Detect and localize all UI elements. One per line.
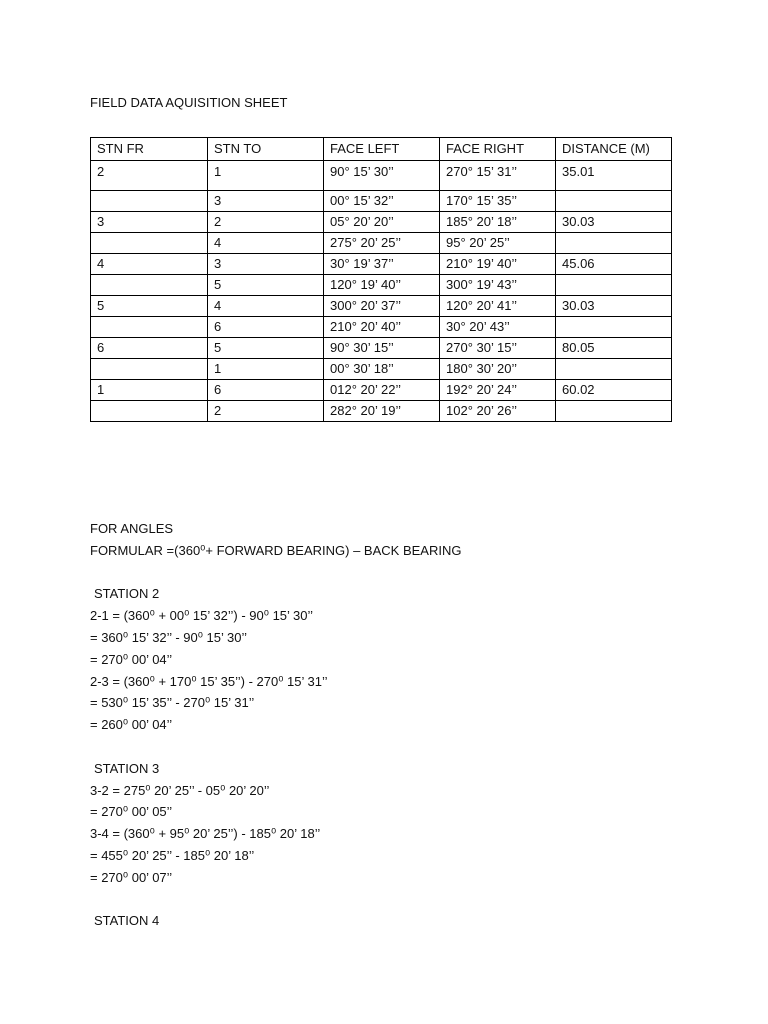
cell-stn-to: 2 bbox=[208, 212, 324, 233]
cell-face-left: 00° 15’ 32’’ bbox=[324, 191, 440, 212]
angle-calculations bbox=[90, 518, 690, 932]
cell-distance: 45.06 bbox=[556, 254, 672, 275]
cell-face-right: 95° 20’ 25’’ bbox=[440, 233, 556, 254]
cell-face-right: 192° 20’ 24’’ bbox=[440, 380, 556, 401]
cell-stn-to: 3 bbox=[208, 254, 324, 275]
cell-face-left: 00° 30’ 18’’ bbox=[324, 359, 440, 380]
cell-stn-fr bbox=[91, 359, 208, 380]
formula-text: FORMULAR =(360⁰+ FORWARD BEARING) – BACK BEARING bbox=[90, 542, 462, 558]
calc-line: = 360⁰ 15’ 32’’ - 90⁰ 15’ 30’’ bbox=[90, 629, 248, 645]
cell-face-right: 30° 20’ 43’’ bbox=[440, 317, 556, 338]
station-2-heading: STATION 2 bbox=[94, 586, 160, 602]
cell-distance bbox=[556, 359, 672, 380]
for-angles-heading: FOR ANGLES bbox=[90, 521, 174, 536]
cell-face-left: 012° 20’ 22’’ bbox=[324, 380, 440, 401]
calc-line: = 260⁰ 00’ 04’’ bbox=[90, 717, 173, 733]
cell-face-right: 270° 15’ 31’’ bbox=[440, 161, 556, 191]
header-face-right: FACE RIGHT bbox=[440, 138, 556, 161]
table-row bbox=[91, 275, 672, 296]
cell-stn-to: 2 bbox=[208, 401, 324, 422]
table-header-row bbox=[91, 138, 672, 161]
calc-line: = 270⁰ 00’ 05’’ bbox=[90, 804, 173, 820]
cell-stn-fr: 1 bbox=[91, 380, 208, 401]
cell-face-right: 170° 15’ 35’’ bbox=[440, 191, 556, 212]
cell-stn-to: 6 bbox=[208, 317, 324, 338]
cell-face-left: 210° 20’ 40’’ bbox=[324, 317, 440, 338]
cell-face-right: 210° 19’ 40’’ bbox=[440, 254, 556, 275]
cell-face-right: 120° 20’ 41’’ bbox=[440, 296, 556, 317]
spacer bbox=[90, 889, 690, 911]
document-title: FIELD DATA AQUISITION SHEET bbox=[90, 95, 288, 110]
table-row bbox=[91, 338, 672, 359]
cell-face-left: 90° 30’ 15’’ bbox=[324, 338, 440, 359]
cell-stn-to: 3 bbox=[208, 191, 324, 212]
cell-face-right: 270° 30’ 15’’ bbox=[440, 338, 556, 359]
table-row bbox=[91, 233, 672, 254]
table-row bbox=[91, 401, 672, 422]
cell-stn-fr: 5 bbox=[91, 296, 208, 317]
header-stn-to: STN TO bbox=[208, 138, 324, 161]
cell-distance bbox=[556, 275, 672, 296]
cell-stn-fr: 4 bbox=[91, 254, 208, 275]
header-face-left: FACE LEFT bbox=[324, 138, 440, 161]
cell-face-right: 185° 20’ 18’’ bbox=[440, 212, 556, 233]
station-4-heading: STATION 4 bbox=[94, 913, 160, 929]
station-3-heading: STATION 3 bbox=[94, 760, 160, 776]
spacer bbox=[90, 562, 690, 584]
calc-line: = 270⁰ 00’ 07’’ bbox=[90, 869, 173, 885]
cell-stn-fr bbox=[91, 317, 208, 338]
cell-face-left: 30° 19’ 37’’ bbox=[324, 254, 440, 275]
cell-face-right: 102° 20’ 26’’ bbox=[440, 401, 556, 422]
cell-face-left: 275° 20’ 25’’ bbox=[324, 233, 440, 254]
cell-stn-fr: 6 bbox=[91, 338, 208, 359]
calc-line: 3-2 = 275⁰ 20’ 25’’ - 05⁰ 20’ 20’’ bbox=[90, 782, 270, 798]
cell-face-left: 120° 19’ 40’’ bbox=[324, 275, 440, 296]
table-row bbox=[91, 317, 672, 338]
cell-distance bbox=[556, 191, 672, 212]
cell-stn-to: 1 bbox=[208, 359, 324, 380]
cell-face-left: 05° 20’ 20’’ bbox=[324, 212, 440, 233]
calc-line: = 455⁰ 20’ 25’’ - 185⁰ 20’ 18’’ bbox=[90, 847, 255, 863]
cell-distance bbox=[556, 401, 672, 422]
cell-face-left: 90° 15’ 30’’ bbox=[324, 161, 440, 191]
cell-stn-to: 5 bbox=[208, 275, 324, 296]
cell-distance: 30.03 bbox=[556, 212, 672, 233]
cell-face-right: 300° 19’ 43’’ bbox=[440, 275, 556, 296]
cell-stn-fr bbox=[91, 191, 208, 212]
spacer bbox=[90, 736, 690, 758]
table-row bbox=[91, 254, 672, 275]
cell-face-left: 300° 20’ 37’’ bbox=[324, 296, 440, 317]
calc-line: 3-4 = (360⁰ + 95⁰ 20’ 25’’) - 185⁰ 20’ 18’’ bbox=[90, 826, 321, 842]
table-row bbox=[91, 161, 672, 191]
cell-distance: 35.01 bbox=[556, 161, 672, 191]
cell-stn-fr bbox=[91, 233, 208, 254]
cell-stn-to: 4 bbox=[208, 296, 324, 317]
table-row bbox=[91, 296, 672, 317]
cell-stn-fr bbox=[91, 275, 208, 296]
header-stn-fr: STN FR bbox=[91, 138, 208, 161]
cell-distance bbox=[556, 233, 672, 254]
table-row bbox=[91, 212, 672, 233]
calc-line: = 530⁰ 15’ 35’’ - 270⁰ 15’ 31’’ bbox=[90, 695, 255, 711]
cell-stn-to: 1 bbox=[208, 161, 324, 191]
cell-stn-to: 6 bbox=[208, 380, 324, 401]
cell-stn-fr bbox=[91, 401, 208, 422]
cell-stn-fr: 2 bbox=[91, 161, 208, 191]
table-row bbox=[91, 380, 672, 401]
cell-distance bbox=[556, 317, 672, 338]
cell-distance: 60.02 bbox=[556, 380, 672, 401]
header-distance: DISTANCE (M) bbox=[556, 138, 672, 161]
cell-face-left: 282° 20’ 19’’ bbox=[324, 401, 440, 422]
calc-line: 2-1 = (360⁰ + 00⁰ 15’ 32’’) - 90⁰ 15’ 30’’ bbox=[90, 608, 314, 624]
cell-stn-fr: 3 bbox=[91, 212, 208, 233]
cell-face-right: 180° 30’ 20’’ bbox=[440, 359, 556, 380]
cell-distance: 30.03 bbox=[556, 296, 672, 317]
table-row bbox=[91, 359, 672, 380]
cell-stn-to: 4 bbox=[208, 233, 324, 254]
cell-distance: 80.05 bbox=[556, 338, 672, 359]
field-data-table bbox=[90, 137, 672, 422]
calc-line: = 270⁰ 00’ 04’’ bbox=[90, 651, 173, 667]
cell-stn-to: 5 bbox=[208, 338, 324, 359]
table-row bbox=[91, 191, 672, 212]
calc-line: 2-3 = (360⁰ + 170⁰ 15’ 35’’) - 270⁰ 15’ 31’’ bbox=[90, 673, 328, 689]
